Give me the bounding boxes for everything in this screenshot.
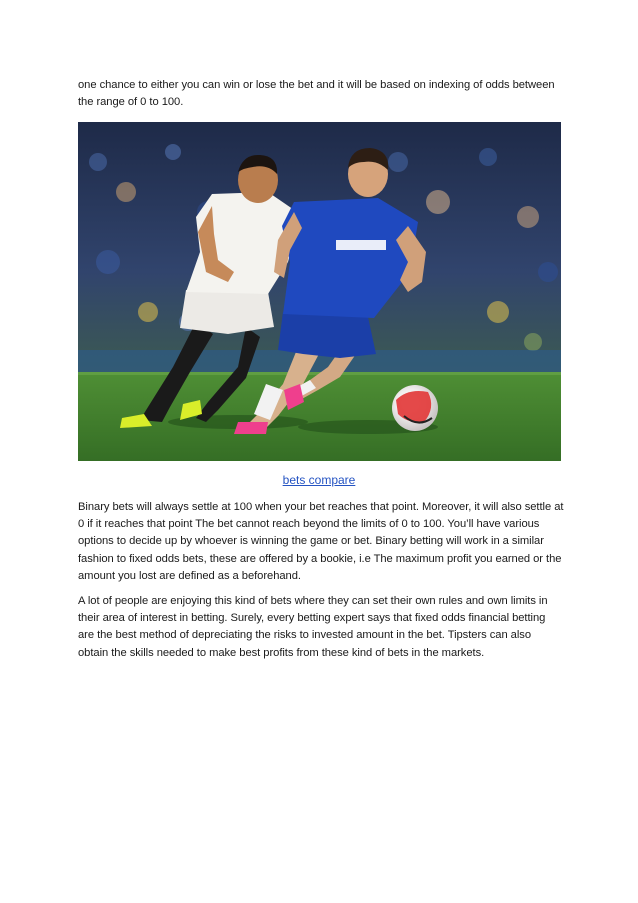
binary-bets-paragraph: Binary bets will always settle at 100 when your bet reaches that point. Moreover, it will also settle at 0 if it reaches that point The bet cannot reach beyond the limits of 0 to 100. You’ll have various options to decide up by whoever is winning the game or bet. Binary betting will work in a similar fashion to fixed odds bets, these are offered by a bookie, i.e The maximum profit you earned or the amount you lost are defined as a beforehand. [78, 501, 564, 582]
caption-link-container [0, 472, 638, 488]
intro-paragraph: one chance to either you can win or lose the bet and it will be based on indexing of odds between the range of 0 to 100. [78, 79, 555, 109]
football-players-photo [78, 122, 561, 461]
people-enjoying-paragraph: A lot of people are enjoying this kind of bets where they can set their own rules and own limits in their area of interest in betting. Surely, every betting expert says that fixed odds financial betting are the best method of depreciating the risks to invested amount in the bet. Tipsters can also obtain the skills needed to make best profits from these kind of bets in the markets. [78, 595, 548, 659]
bets-compare-link[interactable]: bets compare [282, 473, 356, 487]
